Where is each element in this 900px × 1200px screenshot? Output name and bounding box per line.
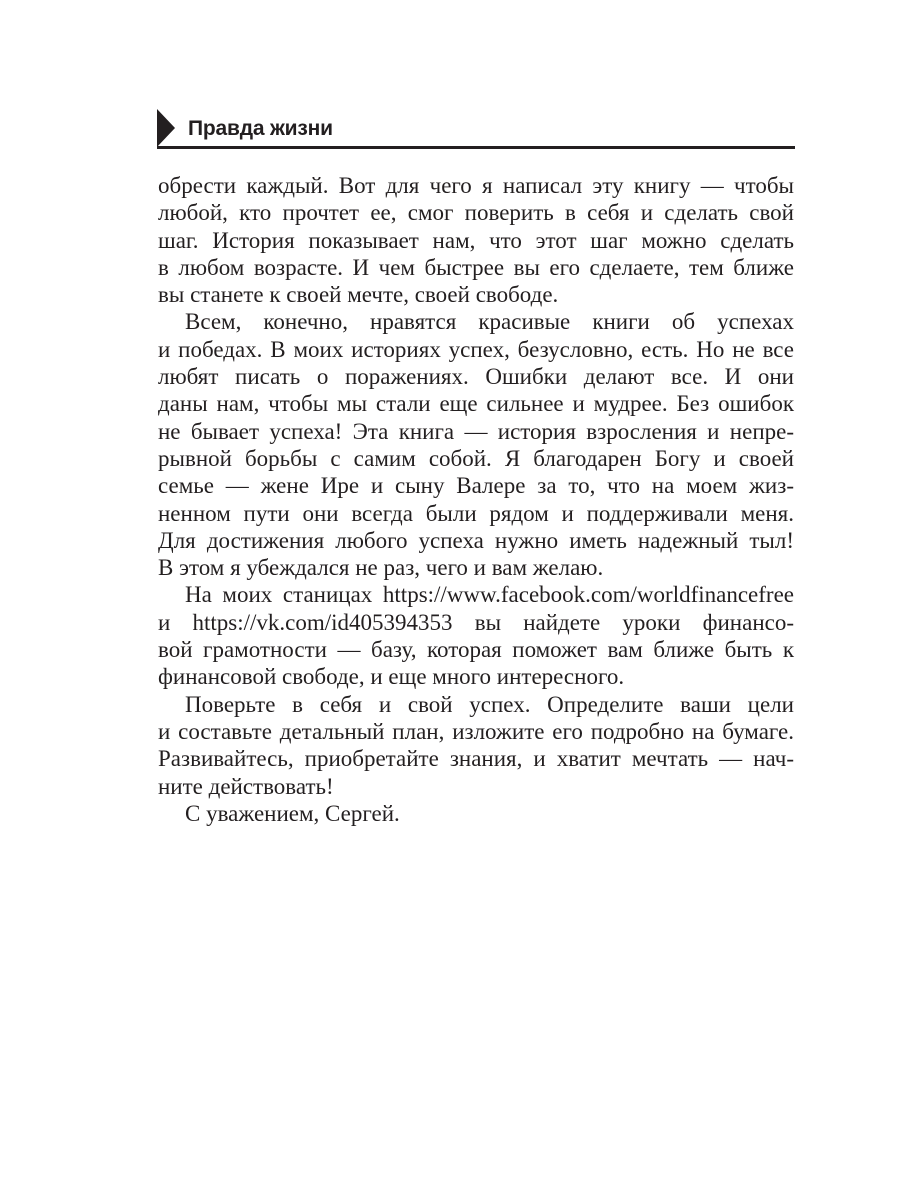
text-line: даны нам, чтобы мы стали еще сильнее и мудрее. Без ошибок — [158, 391, 794, 417]
text-line: любят писать о поражениях. Ошибки делают все. И они — [158, 364, 794, 390]
text-line: ненном пути они всегда были рядом и поддерживали меня. — [158, 500, 794, 526]
text-line: вы станете к своей мечте, своей свободе. — [158, 282, 559, 308]
text-line: рывной борьбы с самим собой. Я благодарен Богу и своей — [158, 445, 794, 471]
running-head-title: Правда жизни — [188, 117, 333, 140]
text-line: не бывает успеха! Эта книга — история взросления и непре- — [158, 418, 794, 444]
text-line: и победах. В моих историях успех, безусловно, есть. Но не все — [158, 336, 794, 362]
triangle-marker-icon — [157, 109, 175, 147]
running-head — [157, 109, 795, 151]
text-line: Всем, конечно, нравятся красивые книги об успехах — [185, 309, 794, 335]
text-line: и https://vk.com/id405394353 вы найдете уроки финансо- — [158, 609, 794, 635]
text-line: ните действовать! — [158, 773, 334, 799]
body-text — [158, 172, 794, 827]
text-line: В этом я убеждался не раз, чего и вам желаю. — [158, 555, 604, 581]
header-rule — [157, 146, 795, 149]
signature-line: С уважением, Сергей. — [185, 800, 400, 826]
text-line: и составьте детальный план, изложите его подробно на бумаге. — [158, 718, 794, 744]
text-line: шаг. История показывает нам, что этот шаг можно сделать — [158, 227, 794, 253]
text-line: Развивайтесь, приобретайте знания, и хватит мечтать — нач- — [158, 746, 794, 772]
text-line: вой грамотности — базу, которая поможет вам ближе быть к — [158, 637, 794, 663]
text-line: финансовой свободе, и еще много интересного. — [158, 664, 625, 690]
text-line: любой, кто прочтет ее, смог поверить в себя и сделать свой — [158, 200, 794, 226]
text-line: Для достижения любого успеха нужно иметь надежный тыл! — [158, 527, 794, 553]
text-line: обрести каждый. Вот для чего я написал эту книгу — чтобы — [158, 173, 794, 198]
text-line: семье — жене Ире и сыну Валере за то, что на моем жиз- — [158, 473, 794, 499]
text-line: Поверьте в себя и свой успех. Определите ваши цели — [185, 691, 794, 717]
text-line: На моих станицах https://www.facebook.com/worldfinancefree — [185, 582, 794, 608]
text-line: в любом возрасте. И чем быстрее вы его сделаете, тем ближе — [158, 254, 794, 280]
